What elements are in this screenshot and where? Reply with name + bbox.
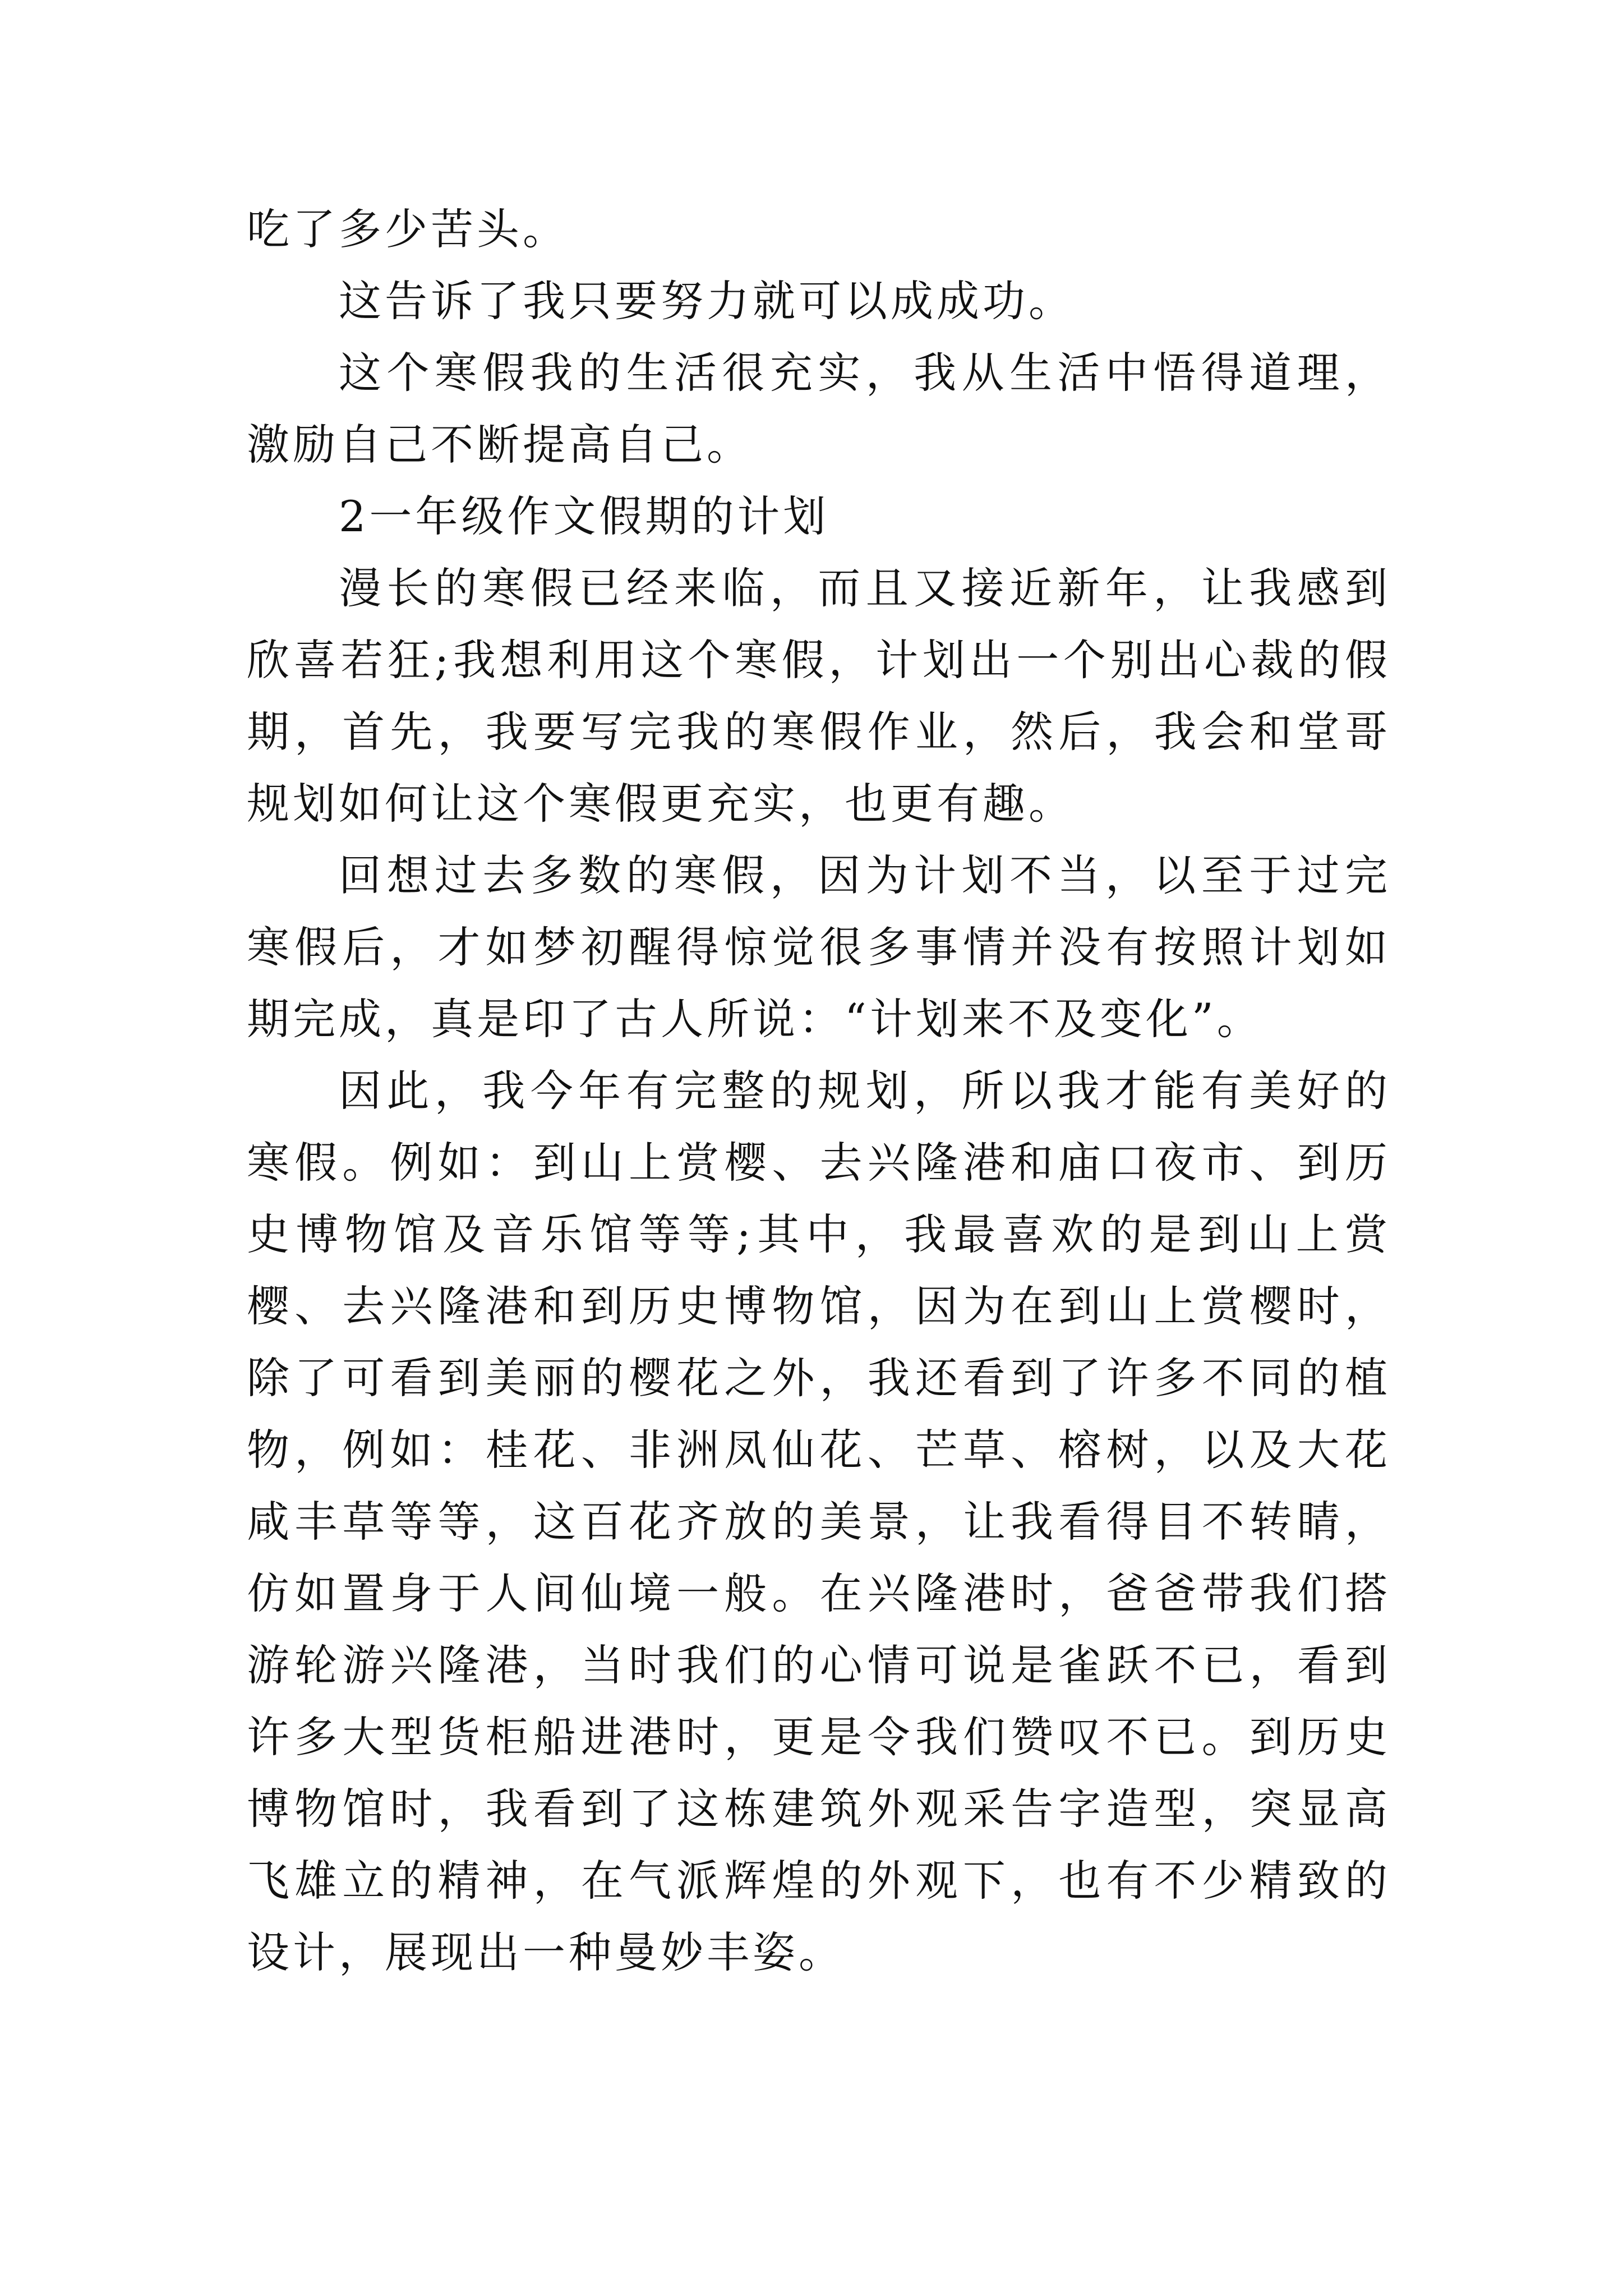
paragraph-5: 回想过去多数的寒假，因为计划不当，以至于过完寒假后，才如梦初醒得惊觉很多事情并没有按照计划如期完成，真是印了古人所说：“计划来不及变化”。 bbox=[247, 850, 1391, 1044]
document-body bbox=[247, 194, 1391, 1989]
paragraph-3: 这个寒假我的生活很充实，我从生活中悟得道理，激励自己不断提高自己。 bbox=[247, 348, 1391, 470]
section-heading: 2一年级作文假期的计划 bbox=[339, 491, 829, 541]
paragraph-2: 这告诉了我只要努力就可以成成功。 bbox=[339, 276, 1075, 326]
paragraph-4: 漫长的寒假已经来临，而且又接近新年，让我感到欣喜若狂;我想利用这个寒假，计划出一个别出心裁的假期，首先，我要写完我的寒假作业，然后，我会和堂哥规划如何让这个寒假更充实，也更有趣。 bbox=[247, 563, 1391, 829]
paragraph-1: 吃了多少苦头。 bbox=[247, 204, 569, 254]
paragraph-6: 因此，我今年有完整的规划，所以我才能有美好的寒假。例如：到山上赏樱、去兴隆港和庙口夜市、到历史博物馆及音乐馆等等;其中，我最喜欢的是到山上赏樱、去兴隆港和到历史博物馆，因为在到山上赏樱时，除了可看到美丽的樱花之外，我还看到了许多不同的植物，例如：桂花、非洲凤仙花、芒草、榕树，以及大花咸丰草等等，这百花齐放的美景，让我看得目不转睛，仿如置身于人间仙境一般。在兴隆港时，爸爸带我们搭游轮游兴隆港，当时我们的心情可说是雀跃不已，看到许多大型货柜船进港时，更是令我们赞叹不已。到历史博物馆时，我看到了这栋建筑外观采告字造型，突显高飞雄立的精神，在气派辉煌的外观下，也有不少精致的设计，展现出一种曼妙丰姿。 bbox=[247, 1066, 1391, 1977]
